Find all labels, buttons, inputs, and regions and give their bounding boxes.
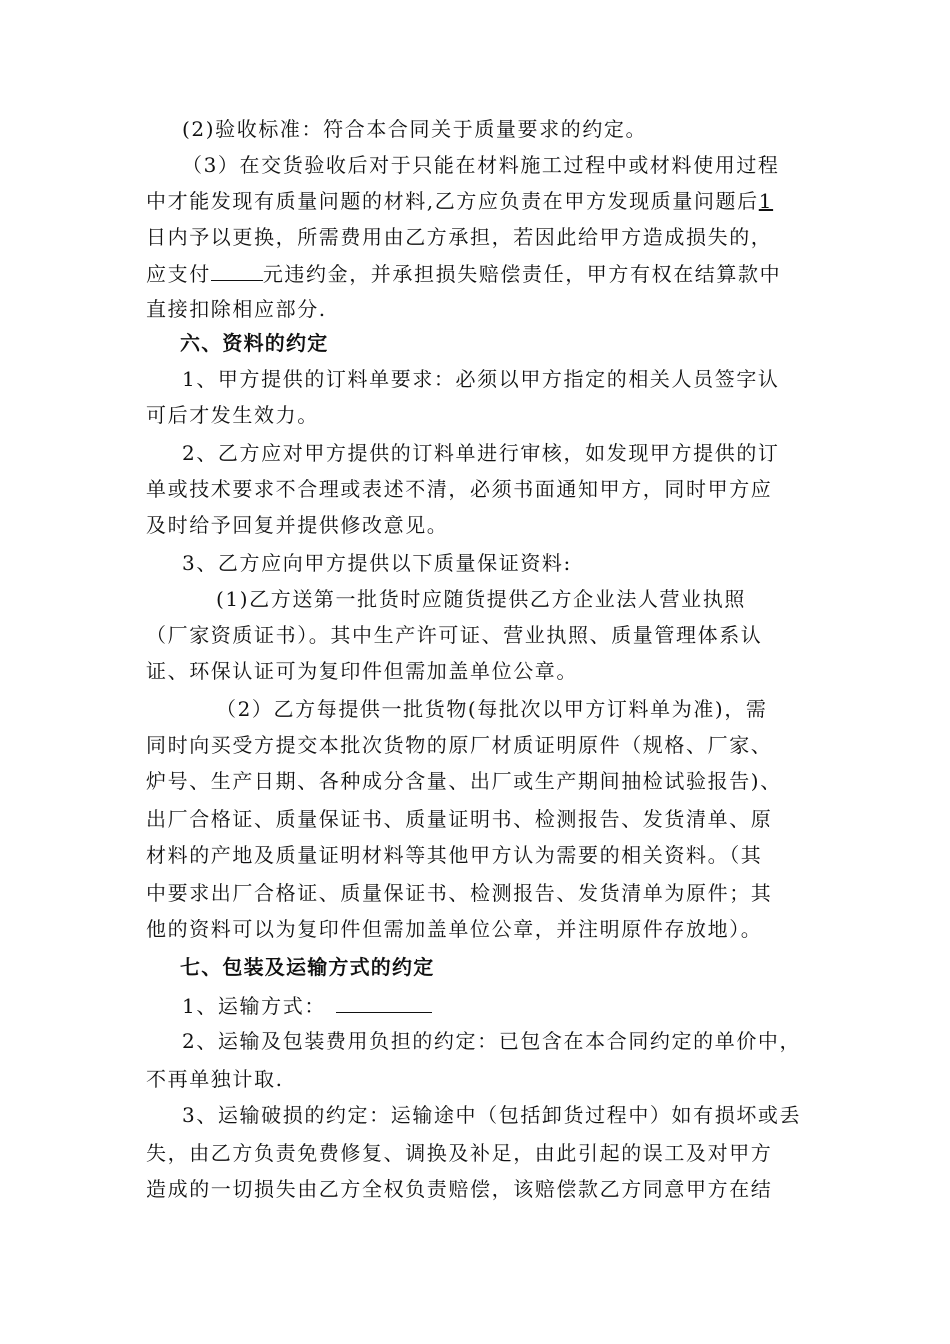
- section-6-heading: 六、资料的约定: [180, 331, 329, 355]
- clause-6-3-2-line7: 他的资料可以为复印件但需加盖单位公章，并注明原件存放地）。: [146, 917, 763, 941]
- clause-6-3-2-line2: 同时向买受方提交本批次货物的原厂材质证明原件（规格、厂家、: [146, 733, 773, 757]
- clause-7-3-line3: 造成的一切损失由乙方全权负责赔偿，该赔偿款乙方同意甲方在结: [146, 1177, 773, 1201]
- section-7-heading: 七、包装及运输方式的约定: [180, 955, 435, 979]
- clause-7-2-line2: 不再单独计取.: [146, 1067, 284, 1091]
- clause-7-3-line1: 3、运输破损的约定：运输途中（包括卸货过程中）如有损坏或丢: [182, 1103, 802, 1127]
- clause-5-3-line4: [146, 260, 781, 287]
- clause-5-3-line4-pre: 应支付: [146, 262, 211, 286]
- clause-5-3-line2-text: 中才能发现有质量问题的材料,乙方应负责在甲方发现质量问题后: [146, 189, 759, 213]
- clause-6-3-2-line6: 中要求出厂合格证、质量保证书、检测报告、发货清单为原件；其: [146, 881, 773, 905]
- clause-6-2-line2: 单或技术要求不合理或表述不清，必须书面通知甲方，同时甲方应: [146, 477, 773, 501]
- clause-5-3-line3: 日内予以更换，所需费用由乙方承担，若因此给甲方造成损失的，: [146, 225, 773, 249]
- penalty-amount-blank: [211, 260, 263, 281]
- clause-6-2-line1: 2、乙方应对甲方提供的订料单进行审核，如发现甲方提供的订: [182, 441, 780, 465]
- clause-6-3-2-line5: 材料的产地及质量证明材料等其他甲方认为需要的相关资料。（其: [146, 843, 763, 867]
- clause-6-2-line3: 及时给予回复并提供修改意见。: [146, 513, 449, 537]
- clause-7-3-line2: 失，由乙方负责免费修复、调换及补足，由此引起的误工及对甲方: [146, 1141, 773, 1165]
- clause-6-3-2-line3: 炉号、生产日期、各种成分含量、出厂或生产期间抽检试验报告)、: [146, 769, 782, 793]
- clause-5-3-line1: （3）在交货验收后对于只能在材料施工过程中或材料使用过程: [182, 153, 780, 177]
- clause-5-3-line2: [146, 188, 773, 214]
- clause-6-3-2-line1: （2）乙方每提供一批货物(每批次以甲方订料单为准)，需: [216, 697, 768, 721]
- clause-6-3: 3、乙方应向甲方提供以下质量保证资料:: [182, 551, 572, 575]
- days-value: 1: [758, 189, 774, 213]
- clause-6-3-2-line4: 出厂合格证、质量保证书、质量证明书、检测报告、发货清单、原: [146, 807, 773, 831]
- clause-7-1-label: 1、运输方式：: [182, 994, 326, 1018]
- clause-7-1: [182, 992, 432, 1019]
- clause-5-2: (2)验收标准：符合本合同关于质量要求的约定。: [182, 117, 648, 141]
- clause-7-2-line1: 2、运输及包装费用负担的约定：已包含在本合同约定的单价中，: [182, 1029, 802, 1053]
- clause-6-3-1-line1: (1)乙方送第一批货时应随货提供乙方企业法人营业执照: [216, 587, 746, 611]
- clause-5-3-line4-post: 元违约金，并承担损失赔偿责任，甲方有权在结算款中: [262, 262, 782, 286]
- clause-6-1-line1: 1、甲方提供的订料单要求：必须以甲方指定的相关人员签字认: [182, 367, 780, 391]
- clause-5-3-line5: 直接扣除相应部分.: [146, 297, 327, 321]
- clause-6-3-1-line2: （厂家资质证书）。其中生产许可证、营业执照、质量管理体系认: [146, 623, 763, 647]
- transport-method-blank: [336, 992, 432, 1013]
- clause-6-1-line2: 可后才发生效力。: [146, 403, 319, 427]
- clause-6-3-1-line3: 证、环保认证可为复印件但需加盖单位公章。: [146, 659, 578, 683]
